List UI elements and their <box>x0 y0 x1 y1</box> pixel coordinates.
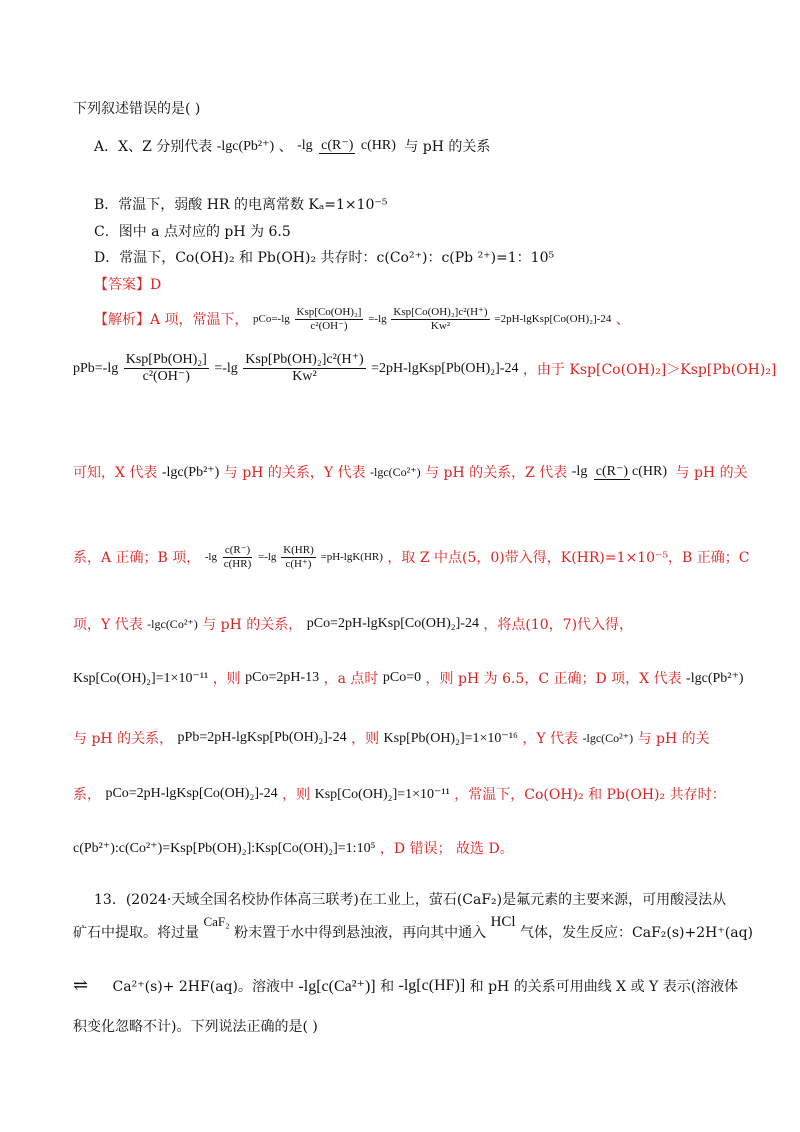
pco-eq-mid: =-lg <box>368 313 387 326</box>
analysis-5-expr-co: -lgc(Co²⁺) <box>147 616 198 631</box>
q13-2c: 气体，发生反应：CaF₂(s)+2H⁺(aq) <box>520 925 753 941</box>
analysis-3-frac-den: c(HR) <box>632 463 668 479</box>
q13-line-4: 积变化忽略不计)。下列说法正确的是( ) <box>73 1019 318 1035</box>
analysis-line-7 <box>73 728 710 748</box>
q13-line-2 <box>73 913 753 942</box>
analysis-6-pco0: pCo=0 <box>382 670 422 685</box>
analysis-9-ratio: c(Pb²⁺):c(Co²⁺)=Ksp[Pb(OH)₂]:Ksp[Co(OH)₂]=1:10⁵ <box>73 840 376 856</box>
analysis-6-pco: pCo=2pH-13 <box>245 670 320 685</box>
analysis-3-frac-num: c(R⁻) <box>595 463 629 479</box>
analysis-8a: 系， <box>73 787 101 803</box>
analysis-8-ksp-co: Ksp[Co(OH)₂]=1×10⁻¹¹ <box>314 786 450 802</box>
ppb-eq-end: =2pH-lgKsp[Pb(OH)₂]-24 <box>371 360 519 376</box>
q13-line-1: 13．(2024·天域全国名校协作体高三联考)在工业上，萤石(CaF₂)是氟元素的主要来源，可用酸浸法从 <box>94 892 727 908</box>
hr-eq-start: -lg <box>204 551 217 564</box>
analysis-line-3 <box>73 462 748 482</box>
equilibrium-arrow-icon: ⇌ <box>73 975 89 996</box>
hr-frac2-den: c(H⁺) <box>285 557 312 570</box>
pco-frac2-den: Kw² <box>430 319 451 332</box>
ppb-fraction-1 <box>124 352 209 385</box>
analysis-label: 【解析】 <box>94 312 150 329</box>
analysis-line-6 <box>73 668 744 688</box>
analysis-line-2 <box>73 352 776 385</box>
analysis-7-expr-co: -lgc(Co²⁺) <box>582 730 634 745</box>
analysis-8b: ，则 <box>282 787 311 803</box>
analysis-7c: ，Y 代表 <box>522 731 579 747</box>
pco-frac2-num: Ksp[Co(OH)₂]c²(H⁺) <box>393 306 488 318</box>
analysis-8-pco: pCo=2pH-lgKsp[Co(OH)₂]-24 <box>105 786 278 801</box>
analysis-7-ksp-pb: Ksp[Pb(OH)₂]=1×10⁻¹⁶ <box>383 730 518 746</box>
analysis-3-expr-co: -lgc(Co²⁺) <box>370 464 421 479</box>
q13-3-hf: -lg[c(HF)] <box>398 976 466 994</box>
q13-3c: 和 pH 的关系可用曲线 X 或 Y 表示(溶液体 <box>469 978 739 995</box>
hr-eq-mid: =-lg <box>258 551 277 564</box>
analysis-6-ksp-co: Ksp[Co(OH)₂]=1×10⁻¹¹ <box>73 670 209 686</box>
q13-2-hcl: HCl <box>490 913 516 930</box>
q13-2b: 粉末置于水中得到悬浊液，再向其中通入 <box>234 925 487 941</box>
hr-fraction-2 <box>281 544 316 570</box>
analysis-5b: 与 pH 的关系， <box>202 617 303 633</box>
hr-equation <box>205 544 383 570</box>
analysis-3a: 可知，X 代表 <box>73 465 158 481</box>
option-a-fraction <box>319 138 398 154</box>
analysis-5c: ，将点(10，7)代入得， <box>483 617 634 633</box>
analysis-text-1: A 项，常温下， <box>150 312 249 329</box>
option-d: D．常温下，Co(OH)₂ 和 Pb(OH)₂ 共存时：c(Co²⁺)：c(Pb ²⁺)=1：10⁵ <box>94 250 555 266</box>
analysis-6-expr-pb: -lgc(Pb²⁺) <box>686 670 744 686</box>
option-a-prefix: A．X、Z 分别代表 <box>94 139 213 155</box>
analysis-6c: ，则 pH 为 6.5，C 正确；D 项，X 代表 <box>425 671 682 687</box>
option-b: B．常温下，弱酸 HR 的电离常数 Kₐ=1×10⁻⁵ <box>94 197 388 213</box>
option-a <box>94 136 490 156</box>
pco-fraction-2 <box>391 306 489 332</box>
pco-frac1-num: Ksp[Co(OH)₂] <box>296 306 362 318</box>
option-a-expr1: -lgc(Pb²⁺) <box>216 138 275 154</box>
analysis-6a: ，则 <box>212 671 241 687</box>
analysis-3-expr-lg: -lg <box>571 464 588 479</box>
sep-1: 、 <box>615 312 630 329</box>
q13-3a: Ca²⁺(s)+ 2HF(aq)。溶液中 <box>112 978 294 995</box>
option-c: C．图中 a 点对应的 pH 为 6.5 <box>94 224 291 240</box>
analysis-3-fraction <box>594 464 669 480</box>
option-a-sep: 、 <box>278 139 293 155</box>
analysis-9a: ，D 错误； 故选 D。 <box>379 841 514 857</box>
analysis-line-1 <box>94 306 630 332</box>
analysis-4b: ，取 Z 中点(5，0)带入得，K(HR)=1×10⁻⁵，B 正确；C <box>387 550 750 567</box>
ppb-eq-start: pPb=-lg <box>73 360 119 376</box>
q13-2-caf2: CaF₂ <box>203 914 230 929</box>
analysis-5-expr-pco: pCo=2pH-lgKsp[Co(OH)₂]-24 <box>306 616 479 631</box>
pco-frac1-den: c²(OH⁻) <box>310 319 348 332</box>
ppb-frac2-num: Ksp[Pb(OH)₂]c²(H⁺) <box>243 352 365 369</box>
pco-fraction-1 <box>295 306 364 332</box>
hr-frac1-den: c(HR) <box>223 557 252 570</box>
hr-frac2-num: K(HR) <box>283 544 314 556</box>
q13-3b: 和 <box>380 978 395 995</box>
q13-2a: 矿石中提取。将过量 <box>73 925 199 941</box>
q13-3-ca: -lg[c(Ca²⁺)] <box>298 977 376 995</box>
ppb-frac2-den: Kw² <box>292 369 317 385</box>
pco-equation <box>253 306 611 332</box>
analysis-3-expr-pb: -lgc(Pb²⁺) <box>161 464 220 480</box>
analysis-5a: 项，Y 代表 <box>73 617 143 633</box>
option-a-expr2-pre: -lg <box>297 138 313 153</box>
option-a-fraction-num: c(R⁻) <box>321 137 354 153</box>
answer-label: 【答案】D <box>94 277 162 293</box>
analysis-7b: ，则 <box>351 731 380 747</box>
analysis-4a: 系，A 正确；B 项， <box>73 550 201 567</box>
analysis-8c: ，常温下，Co(OH)₂ 和 Pb(OH)₂ 共存时： <box>454 787 726 803</box>
analysis-6b: ，a 点时 <box>323 671 379 687</box>
q13-line-3 <box>73 975 738 996</box>
question-stem: 下列叙述错误的是( ) <box>73 101 201 117</box>
ppb-equation <box>73 352 518 385</box>
analysis-line-5 <box>73 614 633 634</box>
hr-fraction-1 <box>222 544 254 570</box>
hr-eq-end: =pH-lgK(HR) <box>320 551 383 564</box>
analysis-7-ppb: pPb=2pH-lgKsp[Pb(OH)₂]-24 <box>177 730 347 745</box>
hr-frac1-num: c(R⁻) <box>224 544 251 556</box>
analysis-text-2: ，由于 Ksp[Co(OH)₂]＞Ksp[Pb(OH)₂] <box>522 361 777 378</box>
option-a-suffix: 与 pH 的关系 <box>404 139 491 155</box>
analysis-3b: 与 pH 的关系，Y 代表 <box>223 465 366 481</box>
analysis-line-9 <box>73 838 514 858</box>
analysis-3d: 与 pH 的关 <box>675 465 748 481</box>
ppb-frac1-den: c²(OH⁻) <box>142 369 190 385</box>
ppb-fraction-2 <box>243 352 365 385</box>
analysis-line-8 <box>73 784 726 804</box>
option-a-fraction-den: c(HR) <box>360 137 396 153</box>
ppb-frac1-num: Ksp[Pb(OH)₂] <box>124 352 209 369</box>
analysis-7d: 与 pH 的关 <box>637 731 710 747</box>
analysis-7a: 与 pH 的关系， <box>73 731 174 747</box>
ppb-eq-mid: =-lg <box>214 360 238 376</box>
analysis-line-4 <box>73 544 750 570</box>
pco-eq-end: =2pH-lgKsp[Co(OH)₂]-24 <box>494 313 612 326</box>
pco-eq-start: pCo=-lg <box>253 313 290 326</box>
analysis-3c: 与 pH 的关系，Z 代表 <box>425 465 568 481</box>
